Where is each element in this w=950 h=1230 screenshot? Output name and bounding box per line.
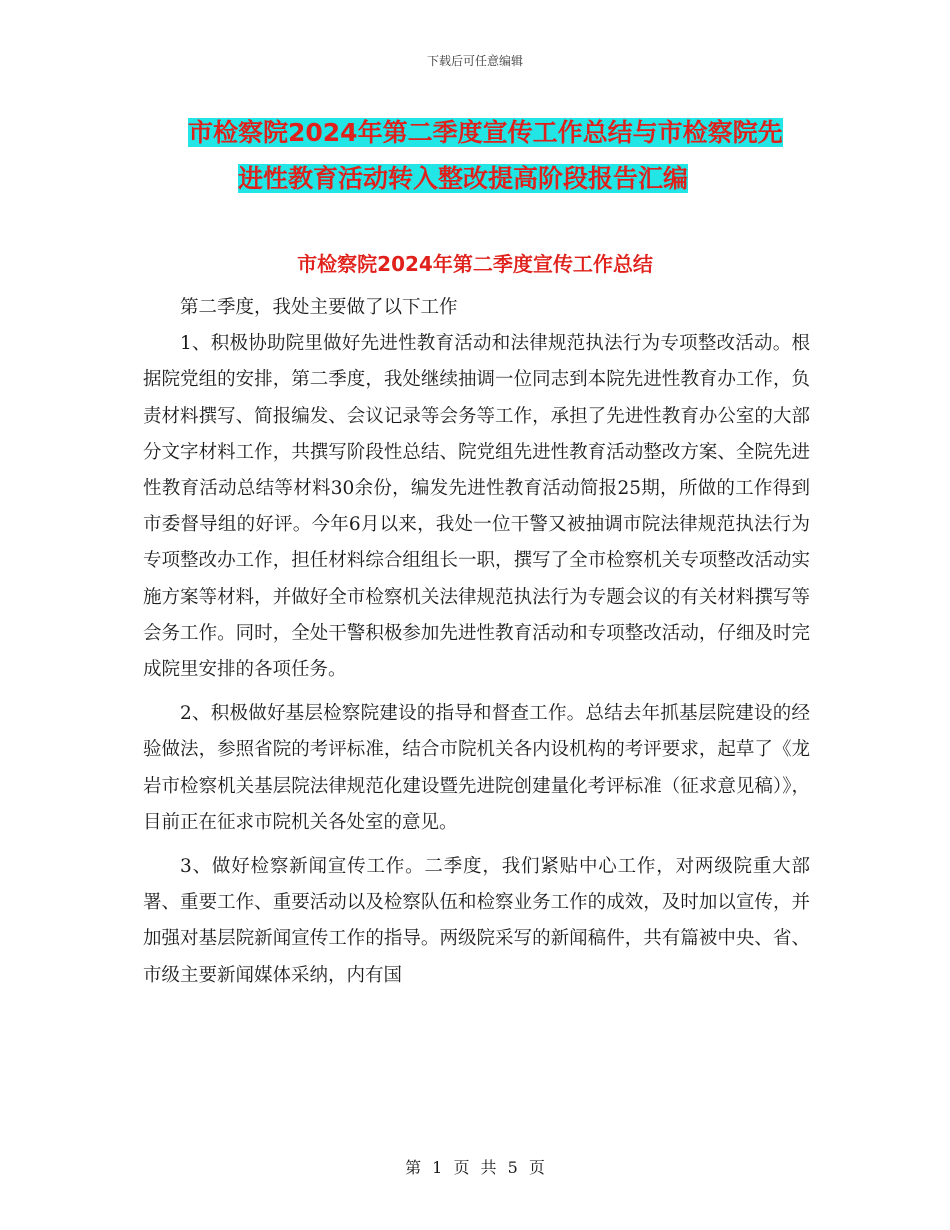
title-line-2-text: 进性教育活动转入整改提高阶段报告汇编 [238,164,689,193]
header-note: 下载后可任意编辑 [426,54,523,68]
page-footer: 第 1 页 共 5 页 [405,1158,545,1177]
paragraph-intro: 第二季度，我处主要做了以下工作 [180,297,458,318]
paragraph-1: 1、积极协助院里做好先进性教育活动和法律规范执法行为专项整改活动。根据院党组的安排，第二季度，我处继续抽调一位同志到本院先进性教育办工作，负责材料撰写、简报编发、会议记录等会务等工作，承担了先进性教育办公室的大部分文字材料工作，共撰写阶段性总结、院党组先进性教育活动整改方案、全院先进性教育活动总结等材料30余份，编发先进性教育活动简报25期，所做的工作得到市委督导组的好评。今年6月以来，我处一位干警又被抽调市院法律规范执法行为专项整改办工作，担任材料综合组组长一职，撰写了全市检察机关专项整改活动实施方案等材料，并做好全市检察机关法律规范执法行为专题会议的有关材料撰写等会务工作。同时，全处干警积极参加先进性教育活动和专项整改活动，仔细及时完成院里安排的各项任务。 [143,333,810,681]
title-line-2 [140,156,820,202]
document-body [143,290,810,994]
section-title: 市检察院2024年第二季度宣传工作总结 [297,252,653,276]
paragraph-2: 2、积极做好基层检察院建设的指导和督查工作。总结去年抓基层院建设的经验做法，参照省院的考评标准，结合市院机关各内设机构的考评要求，起草了《龙岩市检察机关基层院法律规范化建设暨先进院创建量化考评标准（征求意见稿）》，目前正在征求市院机关各处室的意见。 [143,703,810,833]
document-title [140,110,820,202]
paragraph-3: 3、做好检察新闻宣传工作。二季度，我们紧贴中心工作，对两级院重大部署、重要工作、重要活动以及检察队伍和检察业务工作的成效，及时加以宣传，并加强对基层院新闻宣传工作的指导。两级院采写的新闻稿件，共有篇被中央、省、市级主要新闻媒体采纳，内有国 [143,856,810,986]
title-line-1 [140,110,820,156]
title-line-1-text: 市检察院2024年第二季度宣传工作总结与市检察院先 [188,118,783,147]
